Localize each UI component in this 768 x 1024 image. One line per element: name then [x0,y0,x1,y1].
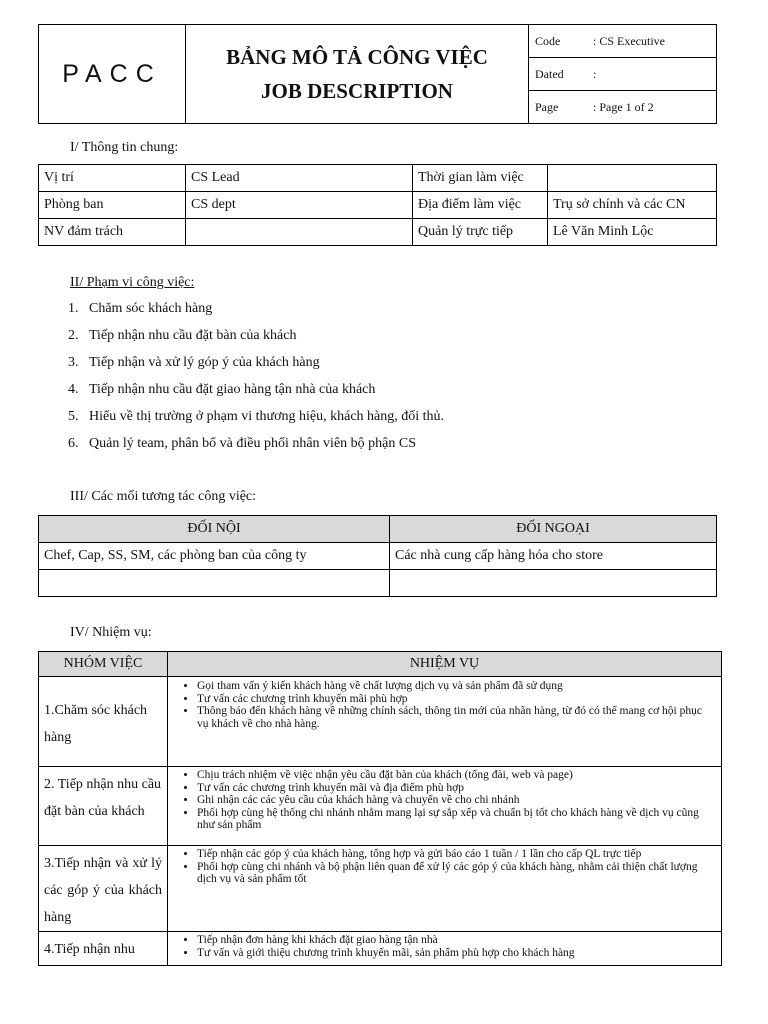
info-cell: CS Lead [186,165,413,192]
info-cell: Lê Văn Minh Lộc [548,219,717,246]
section1-heading: I/ Thông tin chung: [70,140,179,155]
header-box [38,24,717,124]
meta-page: Page : Page 1 of 2 [529,91,717,124]
section2-heading: II/ Phạm vi công việc: [70,275,195,290]
task-item: • Tiếp nhận đơn hàng khi khách đặt giao hàng tận nhà [197,934,716,947]
task-group: 3.Tiếp nhận và xử lý các góp ý của khách hàng [39,846,168,932]
info-cell [186,219,413,246]
info-cell: Phòng ban [39,192,186,219]
task-item: • Gọi tham vấn ý kiến khách hàng về chất lượng dịch vụ và sản phẩm đã sử dụng [197,680,716,693]
list-item: 2. Tiếp nhận nhu cầu đặt bàn của khách [68,328,297,343]
table-row [39,192,717,219]
list-item: 5. Hiểu về thị trường ở phạm vi thương hiệu, khách hàng, đối thủ. [68,409,445,424]
interaction-cell: Chef, Cap, SS, SM, các phòng ban của công ty [39,543,390,570]
company-logo: PACC [39,25,186,124]
table-row [39,570,717,597]
table-row [39,219,717,246]
task-item: • Tư vấn các chương trình khuyến mãi phù hợp [197,693,716,706]
duties-table [38,651,722,966]
meta-code: Code : CS Executive [529,25,717,58]
list-item: 6. Quản lý team, phân bổ và điều phối nhân viên bộ phận CS [68,436,416,451]
info-cell: Quản lý trực tiếp [413,219,548,246]
section3-heading: III/ Các mối tương tác công việc: [70,489,257,504]
task-item: • Tư vấn các chương trình khuyến mãi và địa điểm phù hợp [197,782,716,795]
task-group: 1.Chăm sóc khách hàng [39,677,168,767]
scope-list [68,301,444,463]
task-item: • Phối hợp cùng chi nhánh và bộ phận liên quan để xử lý các góp ý của khách hàng, nhằm cải thiện chất lượng dịch vụ và sản phẩm tốt [197,861,716,886]
table-header-row [39,652,722,677]
task-item: • Phối hợp cùng hệ thống chi nhánh nhằm mang lại sự sắp xếp và chuẩn bị tốt cho khách hàng về dịch vụ cũng như sản phẩm [197,807,716,832]
task-item: • Tiếp nhận các góp ý của khách hàng, tổng hợp và gửi báo cáo 1 tuần / 1 lần cho cấp QL trực tiếp [197,848,716,861]
col-external: ĐỐI NGOẠI [390,516,717,543]
task-cell [168,677,722,767]
col-group: NHÓM VIỆC [39,652,168,677]
table-row [39,767,722,846]
task-group: 2. Tiếp nhận nhu cầu đặt bàn của khách [39,767,168,846]
col-internal: ĐỐI NỘI [39,516,390,543]
info-cell: NV đảm trách [39,219,186,246]
list-item: 3. Tiếp nhận và xử lý góp ý của khách hàng [68,355,320,370]
task-item: • Tư vấn và giới thiệu chương trình khuyến mãi, sản phẩm phù hợp cho khách hàng [197,947,716,960]
task-cell [168,932,722,966]
info-cell: CS dept [186,192,413,219]
list-item: 4. Tiếp nhận nhu cầu đặt giao hàng tận nhà của khách [68,382,376,397]
info-cell: Địa điểm làm việc [413,192,548,219]
info-cell [548,165,717,192]
interaction-cell: Các nhà cung cấp hàng hóa cho store [390,543,717,570]
interaction-table [38,515,717,597]
meta-dated: Dated : [529,58,717,91]
task-item: • Chịu trách nhiệm về việc nhận yêu cầu đặt bàn của khách (tổng đài, web và page) [197,769,716,782]
task-cell [168,846,722,932]
info-cell: Thời gian làm việc [413,165,548,192]
table-header-row [39,516,717,543]
title-en: JOB DESCRIPTION [261,79,453,103]
list-item: 1. Chăm sóc khách hàng [68,301,213,316]
interaction-cell [39,570,390,597]
section4-heading: IV/ Nhiệm vụ: [70,625,152,640]
task-group: 4.Tiếp nhận nhu [39,932,168,966]
task-item: • Thông báo đến khách hàng về những chính sách, thông tin mới của nhãn hàng, từ đó có thể mang cơ hội phục vụ khách về cho nhà hàng. [197,705,716,730]
info-cell: Vị trí [39,165,186,192]
interaction-cell [390,570,717,597]
task-cell [168,767,722,846]
task-item: • Ghi nhận các các yêu cầu của khách hàng và chuyển về cho chi nhánh [197,794,716,807]
table-row [39,846,722,932]
table-row [39,677,722,767]
table-row [39,165,717,192]
document-title [186,25,529,124]
title-vi: BẢNG MÔ TẢ CÔNG VIỆC [226,45,488,69]
col-task: NHIỆM VỤ [168,652,722,677]
table-row [39,932,722,966]
info-cell: Trụ sở chính và các CN [548,192,717,219]
general-info-table [38,164,717,246]
table-row [39,543,717,570]
